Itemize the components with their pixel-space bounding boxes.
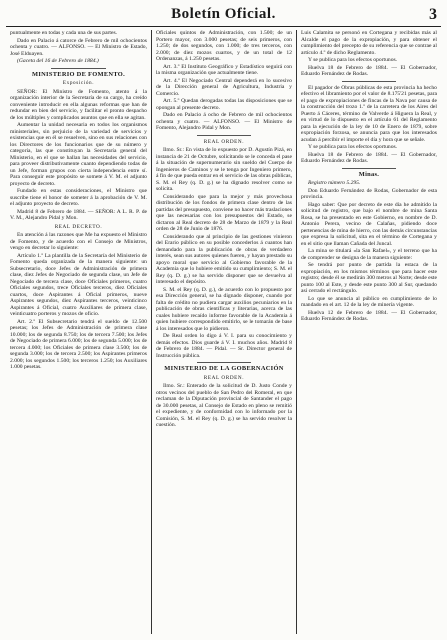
section-subheading: REAL ORDEN. <box>203 374 245 381</box>
article-paragraph: Don Eduardo Fernández de Rodas, Gobernador de esta provincia. <box>300 187 437 200</box>
column-1 <box>6 30 151 634</box>
article-paragraph: Huelva 12 de Febrero de 1884. — El Gobernador, Eduardo Fernández de Rodas. <box>300 309 437 322</box>
article-paragraph: Art. 3.º El Instituto Geográfico y Estadístico seguirá con la misma organización que actualmente tiene. <box>155 63 292 76</box>
article-paragraph: S. M. el Rey (q. D. g.), de acuerdo con lo propuesto por esa Dirección general, se ha dignado disponer, cuando por falta de crédito no pudiera cargar auxilios pecuniarios en la publicación de obras científicas y literarias, acerca de las cuales hubiere recaído informe favorable de la Academia á quien hubiere correspondido emitirlo, se le tomarán de base á los interesados que lo pidieron. <box>155 286 292 332</box>
article-paragraph: Luis Calamita se personó en Cortegana y recibidas más al Alcalde el pago de la expropiación, y para obtener el cumplimiento del precepto de su referencia que se contrae al artículo 4.º de dicho Reglamento. <box>300 30 437 56</box>
article-paragraph: Considerando que para la mejor y más provechosa distribución de los fondos de primera clase dentro de las partidas del presupuesto, conviene no hacer más traslaciones que las necesarias con los presupuestos del Estado, se dictaron al Real decreto de 28 de Marzo de 1879 y la Real orden de 28 de Junio de 1876. <box>155 193 292 232</box>
page-number: 3 <box>429 6 437 23</box>
article-paragraph: Oficiales quintos de Administración, con 1.500; de un Portero mayor, con 3.000 pesetas; de seis primeros, con 1.250; de dos segundos, con 1.000; de tres terceros, con 2.000; de diez mozos cuartos, y de un total de 12 Ordenanzas, á 1.250 pesetas. <box>155 30 292 62</box>
section-heading: Minas. <box>358 170 380 178</box>
article-paragraph: Art. 2.º El Subsecretario tendrá el sueldo de 12.500 pesetas; los Jefes de Administración de primera clase 10.000; los de segunda 8.750; los de tercera 7.500; los Jefes de Negociado de primera 6.000; los de segunda 5.000; los de tercera 4.000; los Oficiales de primera clase 3.500; los de segunda 3.000; los de tercera 2.500; los Aspirantes primeros 2.000; los segundos 1.500; los terceros 1.250; los Auxiliares 1.000 pesetas. <box>10 318 147 370</box>
article-paragraph: Ilmo. Sr.: Enterado de la solicitud de D. Justo Conde y otros vecinos del pueblo de San Pedro del Romeral, en que reclaman de la Diputación provincial de Santander el pago de 30.000 pesetas, al Consejo de Estado en pleno se remitió el expediente, y de conformidad con lo informado por la Comisión, S. M. el Rey (q. D. g.) se ha servido resolver la cuestión. <box>155 383 292 428</box>
article-paragraph: Madrid 8 de Febrero de 1884. — SEÑOR: A L. R. P. de V. M., Alejandro Pidal y Mon. <box>10 208 147 221</box>
column-2 <box>151 30 296 634</box>
article-paragraph: Registro número 5.295. <box>307 180 361 186</box>
section-heading: MINISTERIO DE LA GOBERNACIÓN <box>164 365 284 372</box>
article-paragraph: Hago saber: Que por decreto de este día he admitido la solicitud de registro, que bajo el nombre de mina Santa Rosa, se ha presentado en este Gobierno, en nombre de D. Antonio Perera, vecino de Calañas, pidiendo doce pertenencias de mina de hierro, con las demás circunstancias que expresa la solicitud, sita en el término de Cortegana y en el sitio que llaman Cañada del Juncal. <box>300 201 437 247</box>
article-paragraph: De Real orden lo digo á V. I. para su conocimiento y demás efectos. Dios guarde á V. I. muchos años. Madrid 8 de Febrero de 1884. — Pidal. — Sr. Director general de Instrucción pública. <box>155 333 292 359</box>
masthead-title: Boletín Oficial. <box>171 6 276 22</box>
article-paragraph: puntualmente en todas y cada una de sus partes. <box>10 30 118 36</box>
section-subheading: REAL ORDEN. <box>203 138 245 145</box>
text-columns <box>6 30 441 634</box>
section-heading: MINISTERIO DE FOMENTO. <box>32 70 125 78</box>
section-divider <box>51 68 106 69</box>
article-paragraph: SEÑOR: El Ministro de Fomento, atento á la organización interior de la Secretaría de su cargo, ha creído conveniente introducir en ella algunas reformas que han de redundar en bien del servicio, y facilitar el pronto despacho de los múltiples y complicados asuntos que en ella se agitan. <box>10 88 147 121</box>
article-paragraph: El pagador de Obras públicas de esta provincia ha hecho efectivo el libramiento por el valor de 8.175'21 pesetas, para el pago de expropiaciones de fincas de la Nava por causa de la construcción del trozo 1.º de la carretera de los Aires del Puerto á Cáceres, término de Valverde á Higuera la Real, y en virtud de lo dispuesto en el artículo 61 del Reglamento para la ejecución de la ley de 10 de Enero de 1879, sobre expropiación forzosa, se anuncia para que los interesados acudan á percibir el importe el día y hora que se señale. <box>300 84 437 143</box>
section-divider <box>197 135 251 136</box>
section-divider <box>342 81 396 82</box>
article-paragraph: Artículo 1.º La plantilla de la Secretaría del Ministerio de Fomento queda organizada de la manera siguiente: un Subsecretario, doce Jefes de Administración de primera clase, diez Jefes de Negociado de segunda clase, un Jefe de Negociado de tercera clase, doce Oficiales primeros, cuatro Oficiales segundos, trece Oficiales terceros, diez Oficiales cuartos, doce Aspirantes á Oficial primeros, nueve Aspirantes segundos, diez Aspirantes terceros, veinticinco Aspirantes á Oficial, cuatro Auxiliares de primera clase, veinticuatro porteros y mozos de oficio. <box>10 252 147 317</box>
article-paragraph: (Gaceta del 16 de Febrero de 1884.) <box>17 58 99 64</box>
article-paragraph: Huelva 18 de Febrero de 1884. — El Gobernador, Eduardo Fernández de Rodas. <box>300 64 437 77</box>
masthead <box>6 6 441 27</box>
article-paragraph: Dado en Palacio á catorce de Febrero de mil ochocientos ochenta y cuatro. — ALFONSO. — El Ministro de Estado, José Elduayen. <box>10 37 147 57</box>
section-divider <box>197 362 251 363</box>
article-paragraph: Art. 5.º Quedan derogadas todas las disposiciones que se opongan al presente decreto. <box>155 98 292 111</box>
section-divider <box>342 168 396 169</box>
column-3 <box>296 30 441 634</box>
section-subheading: Exposición. <box>62 80 95 86</box>
article-paragraph: Dado en Palacio á ocho de Febrero de mil ochocientos ochenta y cuatro. — ALFONSO. — El Ministro de Fomento, Alejandro Pidal y Mon. <box>155 112 292 131</box>
article-paragraph: Fundado en estas consideraciones, el Ministro que suscribe tiene el honor de someter á la aprobación de V. M. el adjunto proyecto de decreto. <box>10 188 147 207</box>
article-paragraph: Huelva 18 de Febrero de 1884. — El Gobernador, Eduardo Fernández de Rodas. <box>300 151 437 164</box>
article-paragraph: La mina se titulará «la San Rafael», y el terreno que ha de comprender se designa de la manera siguiente: <box>300 248 437 261</box>
article-paragraph: Lo que se anuncia al público en cumplimiento de lo mandado en el art. 12 de la ley de minería vigente. <box>300 295 437 308</box>
article-paragraph: Art. 4.º El Negociado Central dependerá en lo sucesivo de la Dirección general de Agricultura, Industria y Comercio. <box>155 77 292 97</box>
article-paragraph: Y se publica para los efectos oportunos. <box>307 144 398 150</box>
article-paragraph: Y se publica para los efectos oportunos. <box>307 57 398 63</box>
article-paragraph: Ilmo. Sr.: En vista de lo expuesto por D. Agustín Pizá, en instancia de 21 de Octubre, solicitando se le conceda el pase á la situación de supernumerario sin sueldo del Cuerpo de Ingenieros de Caminos y se le tenga por Ingeniero primero, á fin de que pueda entrar en el servicio de las obras públicas, S. M. el Rey (q. D. g.) se ha dignado resolver como se solicita. <box>155 147 292 192</box>
section-subheading: REAL DECRETO. <box>54 223 103 230</box>
article-paragraph: Se tendrá por punto de partida la estaca de la expropiación, en los mismos términos que para hacer este registro; desde él se medirán 300 metros al Norte; desde este punto 100 al Este, y desde este punto 300 al Sur, quedando así cerrado el rectángulo. <box>300 262 437 294</box>
article-paragraph: En atención á las razones que Me ha expuesto el Ministro de Fomento, y de acuerdo con el Consejo de Ministros, vengo en decretar lo siguiente: <box>10 232 147 251</box>
article-paragraph: Aumentar la unidad necesaria en todos los organismos ministeriales, sin perjuicio de la variedad de servicios y existencias que en él se resuelven, sino en sus relaciones con los Directores de los funcionarios que de su número y categoría, las que constituyan la Secretaría general del Ministerio, en el que se hallan las necesidades del servicio, para proveer distributivamente cuanto dependiendo todas de un Jefe, forman grupos con cierta independencia entre sí. Para conseguir este propósito se somete á V. M. el adjunto proyecto de decreto. <box>10 122 147 187</box>
article-paragraph: Considerando que al principio de las gestiones vinieron del Erario público en su posible concederlos á cuantos han demandado para la publicación de obras de verdadero interés, sean sus autores quienes fueren, y hayan prestado su apoyo moral que servicio al Gobierno favorable de la Academia que lo hubiere emitido su cumplimiento; S. M. el Rey (q. D. g.) se ha servido disponer que se devuelva al interesado el depósito. <box>155 233 292 285</box>
